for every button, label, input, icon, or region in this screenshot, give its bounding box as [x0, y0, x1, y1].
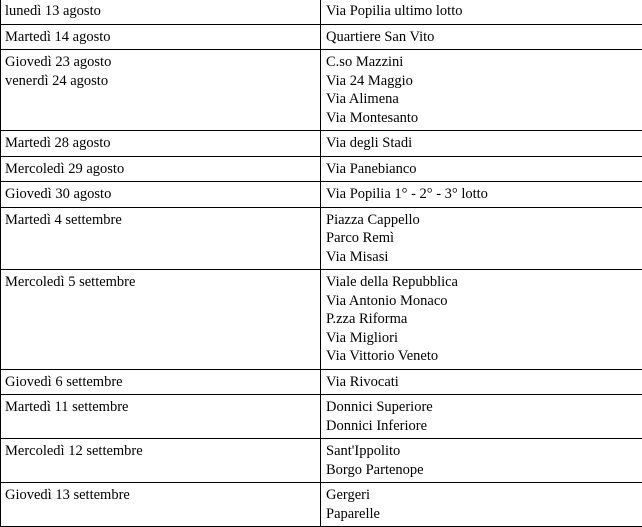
street-name: Via Migliori [326, 329, 638, 348]
street-name: Via Vittorio Veneto [326, 347, 638, 366]
street-name: Via Rivocati [326, 373, 638, 392]
street-name: Borgo Partenope [326, 461, 638, 480]
collection-date: venerdì 24 agosto [5, 72, 315, 91]
date-cell [1, 156, 321, 182]
date-cell [1, 369, 321, 395]
table-row [1, 395, 642, 439]
table-row [1, 50, 642, 131]
table-row [1, 483, 642, 527]
collection-date: Giovedì 6 settembre [5, 373, 315, 392]
street-name: Via Misasi [326, 248, 638, 267]
street-name: Via Alimena [326, 90, 638, 109]
table-row [1, 24, 642, 50]
street-name: P.zza Riforma [326, 310, 638, 329]
date-cell [1, 182, 321, 208]
street-name: Via 24 Maggio [326, 72, 638, 91]
street-cell [321, 156, 642, 182]
collection-date: Martedì 28 agosto [5, 134, 315, 153]
street-cell [321, 0, 642, 24]
collection-date: Mercoledì 12 settembre [5, 442, 315, 461]
street-name: Via Antonio Monaco [326, 292, 638, 311]
street-name: Viale della Repubblica [326, 273, 638, 292]
collection-date: Martedì 4 settembre [5, 211, 315, 230]
schedule-table-body [1, 0, 642, 527]
street-cell [321, 24, 642, 50]
street-name: Via degli Stadi [326, 134, 638, 153]
street-name: Piazza Cappello [326, 211, 638, 230]
street-name: Sant'Ippolito [326, 442, 638, 461]
street-cell [321, 369, 642, 395]
street-name: Paparelle [326, 505, 638, 524]
street-name: Via Panebianco [326, 160, 638, 179]
date-cell [1, 0, 321, 24]
collection-date: Giovedì 23 agosto [5, 53, 315, 72]
table-row [1, 131, 642, 157]
street-name: Via Montesanto [326, 109, 638, 128]
street-cell [321, 439, 642, 483]
table-row [1, 156, 642, 182]
table-row [1, 182, 642, 208]
street-name: Donnici Inferiore [326, 417, 638, 436]
date-cell [1, 131, 321, 157]
table-row [1, 270, 642, 370]
date-cell [1, 50, 321, 131]
street-name: Via Popilia 1° - 2° - 3° lotto [326, 185, 638, 204]
date-cell [1, 24, 321, 50]
date-cell [1, 395, 321, 439]
street-cell [321, 182, 642, 208]
street-cell [321, 483, 642, 527]
street-cell [321, 131, 642, 157]
street-name: Gergeri [326, 486, 638, 505]
street-name: C.so Mazzini [326, 53, 638, 72]
table-row [1, 369, 642, 395]
collection-date: Martedì 14 agosto [5, 28, 315, 47]
collection-date: Giovedì 30 agosto [5, 185, 315, 204]
collection-date: lunedì 13 agosto [5, 2, 315, 21]
date-cell [1, 270, 321, 370]
table-row [1, 207, 642, 270]
collection-date: Martedì 11 settembre [5, 398, 315, 417]
street-name: Via Popilia ultimo lotto [326, 2, 638, 21]
street-name: Donnici Superiore [326, 398, 638, 417]
table-row [1, 0, 642, 24]
street-name: Parco Remì [326, 229, 638, 248]
street-name: Quartiere San Vito [326, 28, 638, 47]
date-cell [1, 207, 321, 270]
collection-date: Giovedì 13 settembre [5, 486, 315, 505]
collection-date: Mercoledì 29 agosto [5, 160, 315, 179]
street-cell [321, 50, 642, 131]
street-cell [321, 207, 642, 270]
date-cell [1, 483, 321, 527]
date-cell [1, 439, 321, 483]
collection-date: Mercoledì 5 settembre [5, 273, 315, 292]
street-cell [321, 395, 642, 439]
table-row [1, 439, 642, 483]
street-cell [321, 270, 642, 370]
